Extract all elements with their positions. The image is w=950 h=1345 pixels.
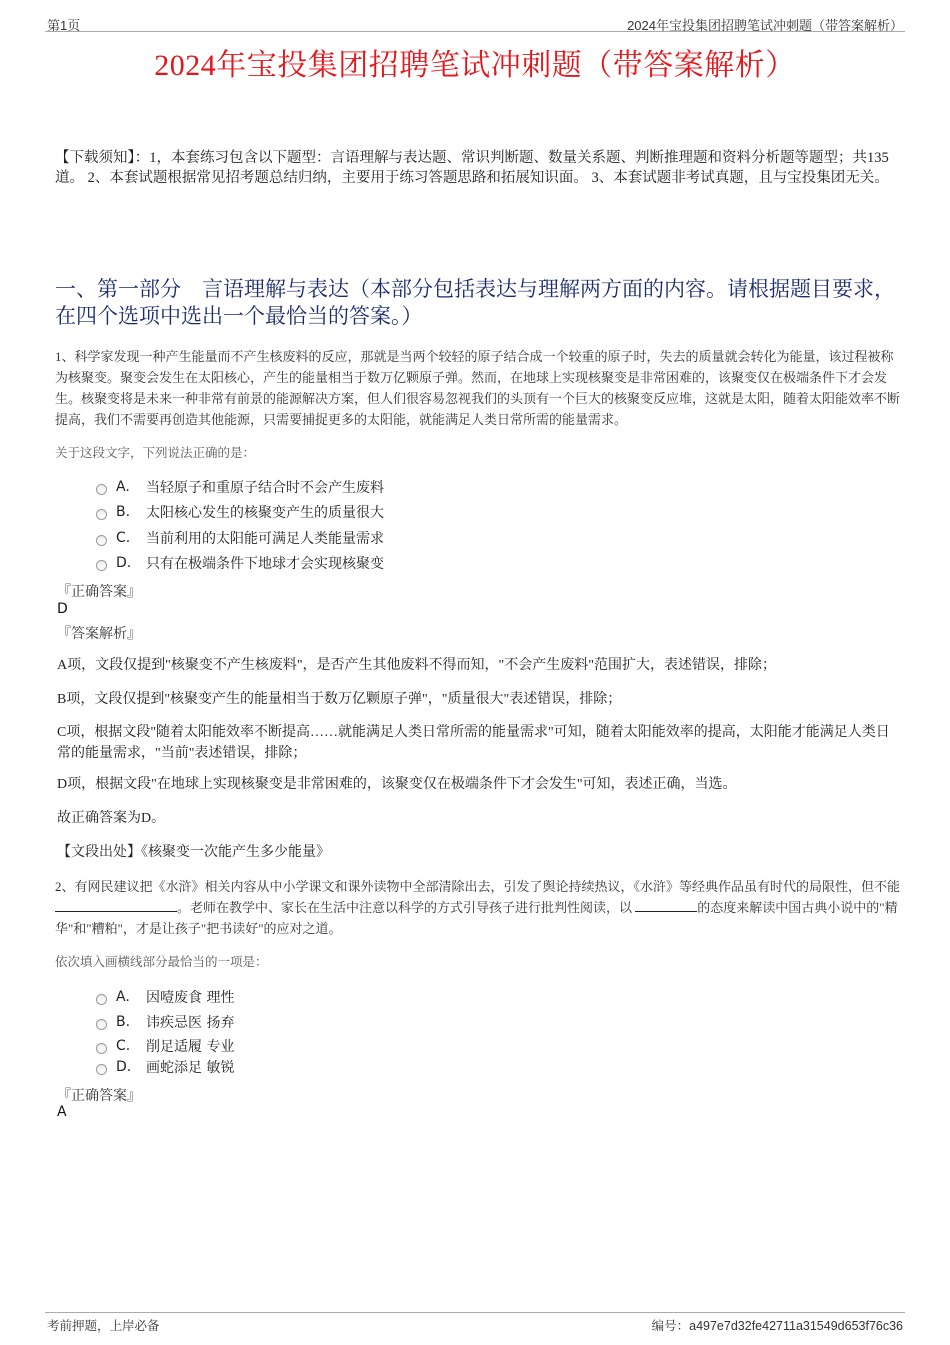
analysis-d: D项，根据文段"在地球上实现核聚变是非常困难的，该聚变仅在极端条件下才会发生"可知，表述正确，当选。 — [57, 777, 737, 792]
option-c[interactable] — [96, 1035, 234, 1056]
question-1-prompt: 关于这段文字，下列说法正确的是： — [55, 446, 256, 460]
question-2-prompt: 依次填入画横线部分最恰当的一项是： — [55, 955, 268, 969]
footer-serial: 编号：a497e7d32fe42711a31549d653f76c36 — [651, 1319, 903, 1333]
option-letter: B. — [116, 1014, 131, 1031]
radio-button[interactable] — [96, 994, 107, 1005]
radio-button[interactable] — [96, 509, 107, 520]
analysis-c: C项，根据文段"随着太阳能效率不断提高……就能满足人类日常所需的能量需求"可知，随着太阳能效率的提高，太阳能才能满足人类日常的能量需求，"当前"表述错误，排除； — [57, 725, 890, 761]
analysis-conclusion: 故正确答案为D。 — [57, 811, 166, 826]
option-text: 当轻原子和重原子结合时不会产生废料 — [146, 479, 384, 496]
option-text: 当前利用的太阳能可满足人类能量需求 — [146, 530, 384, 547]
option-text: 削足适履 专业 — [146, 1038, 235, 1055]
document-title: 2024年宝投集团招聘笔试冲刺题（带答案解析） — [154, 49, 796, 82]
correct-answer-value: A — [57, 1104, 67, 1120]
question-2-options — [96, 984, 234, 1077]
radio-button[interactable] — [96, 1064, 107, 1075]
option-a[interactable] — [96, 984, 234, 1010]
section-heading: 一、第一部分 言语理解与表达（本部分包括表达与理解两方面的内容。请根据题目要求，在四个选项中选出一个最恰当的答案。） — [55, 277, 895, 328]
option-letter: C. — [116, 1037, 131, 1054]
correct-answer-value: D — [57, 601, 68, 617]
option-letter: B. — [116, 504, 131, 521]
radio-button[interactable] — [96, 535, 107, 546]
blank-2 — [635, 897, 697, 912]
passage-source: 【文段出处】《核聚变一次能产生多少能量》 — [57, 845, 330, 860]
correct-answer-label: 『正确答案』 — [57, 1089, 141, 1104]
option-letter: D. — [116, 555, 132, 572]
blank-1 — [55, 897, 177, 912]
option-a[interactable] — [96, 474, 384, 500]
stem-part-1: 2、有网民建议把《水浒》相关内容从中小学课文和课外读物中全部清除出去，引发了舆论持续热议，《水浒》等经典作品虽有时代的局限性，但不能 — [55, 879, 901, 894]
option-letter: C. — [116, 529, 131, 546]
radio-button[interactable] — [96, 1019, 107, 1030]
option-d[interactable] — [96, 1056, 234, 1077]
question-1-stem: 1、科学家发现一种产生能量而不产生核废料的反应，那就是当两个较轻的原子结合成一个较重的原子时，失去的质量就会转化为能量，该过程被称为核聚变。聚变会发生在太阳核心，产生的能量相当于数万亿颗原子弹。然而，在地球上实现核聚变是非常困难的，该聚变仅在极端条件下才会发生。核聚变将是未来一种非常有前景的能源解决方案，但人们很容易忽视我们的头顶有一个巨大的核聚变反应堆，这就是太阳，随着太阳能效率不断提高，我们不需要再创造其他能源，只需要捕捉更多的太阳能，就能满足人类日常所需的能量需求。 — [55, 349, 901, 427]
download-notice: 【下载须知】：1，本套练习包含以下题型：言语理解与表达题、常识判断题、数量关系题、判断推理题和资料分析题等题型；共135道。 2、本套试题根据常见招考题总结归纳，主要用于练习答题思路和拓展知识面。 3、本套试题非考试真题，且与宝投集团无关。 — [55, 150, 889, 186]
option-text: 只有在极端条件下地球才会实现核聚变 — [146, 556, 384, 573]
stem-part-3: 的态度来解读中国古典小说中的"精华"和"糟粕"，才是让孩子"把书读好"的应对之道。 — [55, 900, 898, 936]
option-text: 因噎废食 理性 — [146, 989, 235, 1006]
page-header — [45, 13, 905, 32]
footer-slogan: 考前押题，上岸必备 — [47, 1319, 160, 1333]
option-text: 讳疾忌医 扬弃 — [146, 1015, 235, 1032]
option-text: 画蛇添足 敏锐 — [146, 1059, 235, 1076]
option-d[interactable] — [96, 551, 384, 577]
radio-button[interactable] — [96, 560, 107, 571]
option-letter: A. — [116, 988, 130, 1005]
question-1-options — [96, 474, 384, 576]
analysis-a: A项，文段仅提到"核聚变不产生核废料"，是否产生其他废料不得而知，"不会产生废料"范围扩大，表述错误，排除； — [57, 658, 776, 673]
option-letter: D. — [116, 1058, 132, 1075]
header-doc-title: 2024年宝投集团招聘笔试冲刺题（带答案解析） — [627, 18, 903, 33]
correct-answer-label: 『正确答案』 — [57, 585, 141, 600]
stem-part-2: 。老师在教学中、家长在生活中注意以科学的方式引导孩子进行批判性阅读，以 — [177, 900, 633, 915]
page-number: 第1页 — [47, 18, 81, 33]
option-text: 太阳核心发生的核聚变产生的质量很大 — [146, 505, 384, 522]
page-footer — [45, 1312, 905, 1333]
option-c[interactable] — [96, 525, 384, 551]
option-letter: A. — [116, 478, 130, 495]
radio-button[interactable] — [96, 484, 107, 495]
option-b[interactable] — [96, 1010, 234, 1036]
analysis-label: 『答案解析』 — [57, 627, 141, 642]
option-b[interactable] — [96, 500, 384, 526]
question-2-stem — [55, 876, 900, 939]
analysis-b: B项，文段仅提到"核聚变产生的能量相当于数万亿颗原子弹"，"质量很大"表述错误，排除； — [57, 692, 622, 707]
radio-button[interactable] — [96, 1043, 107, 1054]
